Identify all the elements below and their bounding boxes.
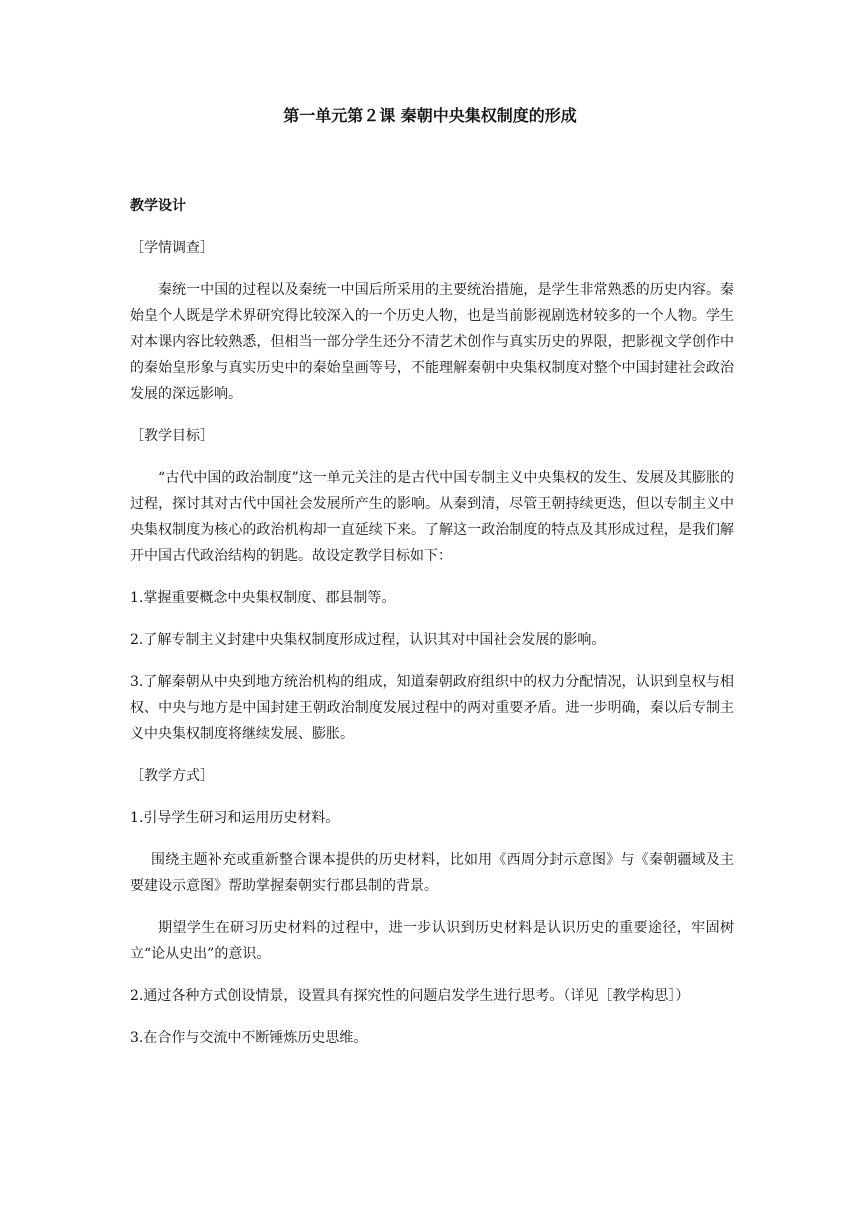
document-title: 第一单元第２课 秦朝中央集权制度的形成 <box>283 106 577 125</box>
paragraph-method-expectation: 期望学生在研习历史材料的过程中，进一步认识到历史材料是认识历史的重要途径，牢固树立“论从史出”的意识。 <box>130 920 734 962</box>
subheading-teaching-goals: ［教学目标］ <box>130 428 214 444</box>
paragraph-teaching-goals: “古代中国的政治制度”这一单元关注的是古代中国专制主义中央集权的发生、发展及其膨胀的过程，探讨其对古代中国社会发展所产生的影响。从秦到清，尽管王朝持续更迭，但以专制主义中央集权制度为核心的政治机构却一直延续下来。了解这一政治制度的特点及其形成过程，是我们解开中国古代政治结构的钥匙。故设定教学目标如下： <box>130 470 734 564</box>
goal-item-1: 1.掌握重要概念中央集权制度、郡县制等。 <box>130 590 396 606</box>
method-item-2: 2.通过各种方式创设情景，设置具有探究性的问题启发学生进行思考。（详见［教学构思］） <box>130 988 690 1004</box>
section-heading: 教学设计 <box>130 198 186 214</box>
subheading-learning-survey: ［学情调查］ <box>130 240 214 256</box>
method-item-3: 3.在合作与交流中不断锤炼历史思维。 <box>130 1030 368 1046</box>
method-item-1: 1.引导学生研习和运用历史材料。 <box>130 810 340 826</box>
goal-item-2: 2.了解专制主义封建中央集权制度形成过程，认识其对中国社会发展的影响。 <box>130 632 606 648</box>
subheading-teaching-methods: ［教学方式］ <box>130 768 214 784</box>
goal-item-3: 3.了解秦朝从中央到地方统治机构的组成，知道秦朝政府组织中的权力分配情况，认识到皇权与相权、中央与地方是中国封建王朝政治制度发展过程中的两对重要矛盾。进一步明确，秦以后专制主义中央集权制度将继续发展、膨胀。 <box>130 674 734 742</box>
paragraph-method-materials: 围绕主题补充或重新整合课本提供的历史材料，比如用《西周分封示意图》与《秦朝疆域及主要建设示意图》帮助掌握秦朝实行郡县制的背景。 <box>130 852 734 894</box>
paragraph-learning-survey: 秦统一中国的过程以及秦统一中国后所采用的主要统治措施，是学生非常熟悉的历史内容。秦始皇个人既是学术界研究得比较深入的一个历史人物，也是当前影视剧选材较多的一个人物。学生对本课内容比较熟悉，但相当一部分学生还分不清艺术创作与真实历史的界限，把影视文学创作中的秦始皇形象与真实历史中的秦始皇画等号，不能理解秦朝中央集权制度对整个中国封建社会政治发展的深远影响。 <box>130 282 734 402</box>
document-body <box>130 193 734 1067</box>
